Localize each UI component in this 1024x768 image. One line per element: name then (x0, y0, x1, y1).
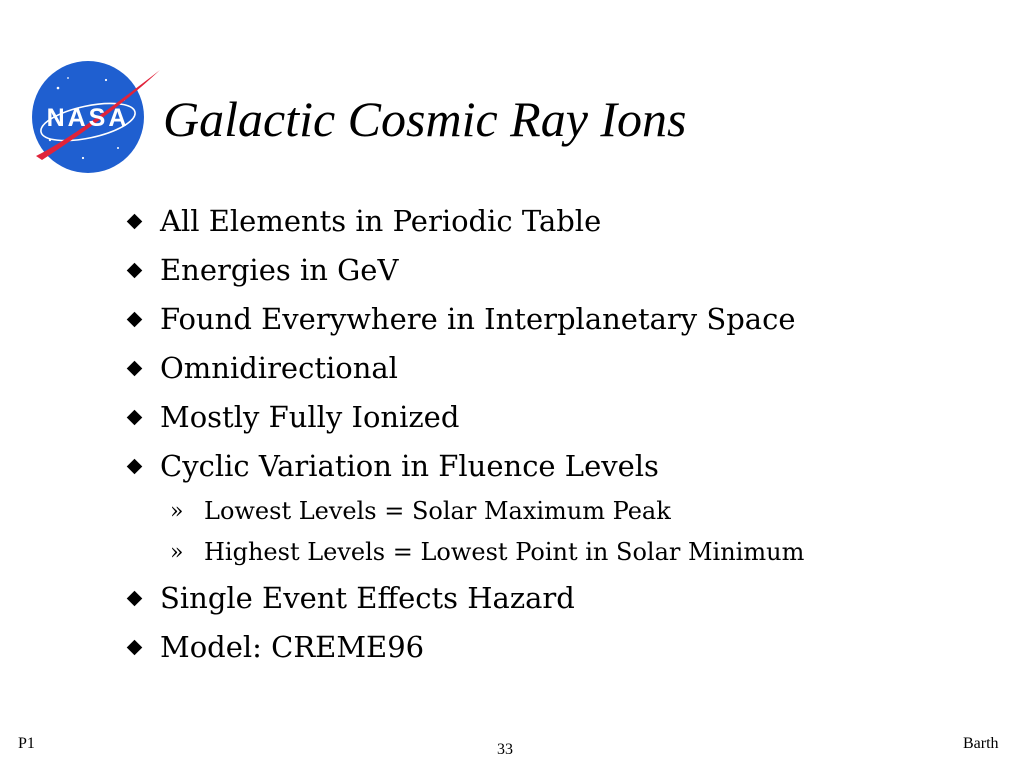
diamond-bullet-icon (127, 590, 143, 606)
footer-right: Barth (963, 735, 999, 752)
page-number: 33 (497, 741, 513, 758)
bullet-text: Single Event Effects Hazard (160, 581, 575, 615)
diamond-bullet-icon (127, 213, 143, 229)
bullet-item (122, 204, 601, 238)
diamond-bullet-icon (127, 409, 143, 425)
diamond-bullet-icon (127, 311, 143, 327)
bullet-text: Energies in GeV (160, 253, 399, 287)
bullet-text: Model: CREME96 (160, 630, 425, 664)
bullet-text: Omnidirectional (160, 351, 398, 385)
bullet-list (122, 0, 1002, 700)
sub-bullet-text: Highest Levels = Lowest Point in Solar Minimum (204, 538, 805, 566)
diamond-bullet-icon (127, 360, 143, 376)
bullet-item (122, 449, 659, 483)
sub-bullet-marker: » (170, 539, 184, 565)
sub-bullet-text: Lowest Levels = Solar Maximum Peak (204, 497, 671, 525)
diamond-bullet-icon (127, 262, 143, 278)
diamond-bullet-icon (127, 639, 143, 655)
sub-bullet-item (170, 497, 671, 525)
bullet-item (122, 581, 575, 615)
bullet-text: Cyclic Variation in Fluence Levels (160, 449, 659, 483)
nasa-logo-wordmark: NASA (46, 104, 130, 132)
footer-left: P1 (18, 735, 35, 752)
bullet-item (122, 630, 424, 664)
bullet-text: All Elements in Periodic Table (160, 204, 602, 238)
diamond-bullet-icon (127, 458, 143, 474)
bullet-item (122, 253, 398, 287)
bullet-text: Found Everywhere in Interplanetary Space (160, 302, 796, 336)
slide-title: Galactic Cosmic Ray Ions (163, 91, 687, 147)
bullet-text: Mostly Fully Ionized (160, 400, 460, 434)
bullet-item (122, 302, 795, 336)
bullet-item (122, 400, 459, 434)
sub-bullet-marker: » (170, 498, 184, 524)
bullet-item (122, 351, 398, 385)
sub-bullet-item (170, 538, 804, 566)
